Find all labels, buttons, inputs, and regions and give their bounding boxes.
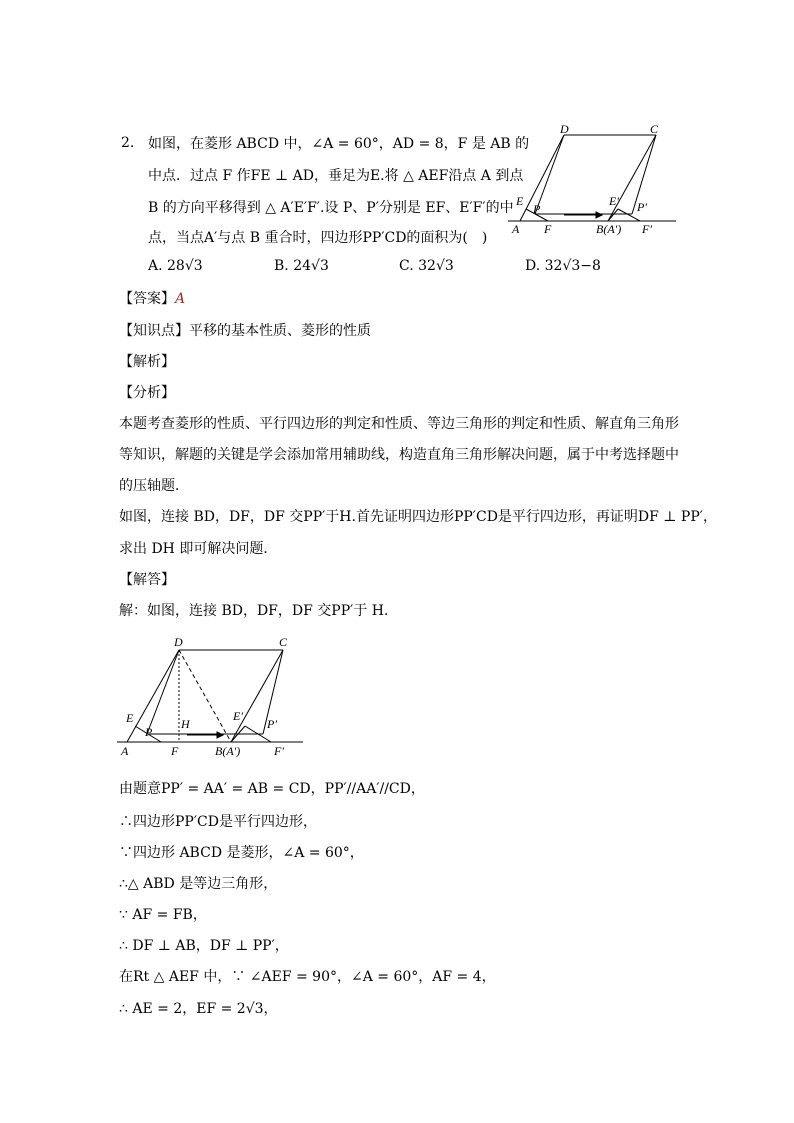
figure-solution-diagram (117, 632, 307, 760)
question-line-3: B 的方向平移得到 △ A′E′F′.设 P、P′分别是 EF、E′F′的中 (148, 200, 514, 216)
label-b: B(A′) (596, 222, 622, 236)
sol-label-p: P (145, 725, 153, 739)
solution-line-5: ∵ AF = FB， (119, 907, 207, 923)
sol-arrow-head (217, 732, 223, 738)
option-b-label: B. (274, 258, 289, 274)
arrow-head (596, 212, 602, 218)
sol-label-c: C (279, 635, 288, 649)
figure-question-diagram (508, 125, 678, 237)
knowledge-row (119, 320, 371, 342)
fenxi-tag: 【分析】 (119, 385, 175, 401)
sol-label-a: A (121, 744, 129, 758)
option-b (274, 258, 329, 274)
solution-line-6: ∴ DF ⊥ AB，DF ⊥ PP′， (119, 938, 289, 954)
label-d: D (560, 125, 569, 136)
fenxi-line-4: 如图，连接 BD，DF，DF 交PP′于H.首先证明四边形PP′CD是平行四边形，再证明DF ⊥ PP′， (119, 509, 717, 525)
sol-label-f2: F′ (274, 744, 284, 758)
option-b-value: 24√3 (293, 258, 329, 274)
option-a-value: 28√3 (167, 258, 203, 274)
question-line-4: 点，当点A′与点 B 重合时，四边形PP′CD的面积为( ) (148, 230, 488, 246)
option-a-label: A. (148, 258, 163, 274)
option-c (399, 258, 454, 274)
label-f: F (544, 222, 552, 236)
sol-label-e: E (126, 711, 134, 725)
side-ad (520, 135, 564, 221)
solution-intro: 解：如图，连接 BD，DF，DF 交PP′于 H． (119, 603, 398, 619)
seg-be2 (608, 209, 618, 221)
sol-label-e2: E′ (233, 709, 243, 723)
solution-line-3: ∵四边形 ABCD 是菱形，∠A = 60°， (119, 845, 364, 861)
solution-line-4: ∴△ ABD 是等边三角形， (119, 876, 278, 892)
sol-label-p2: P′ (267, 717, 277, 731)
label-p: P (533, 202, 541, 216)
fenxi-line-2: 等知识，解题的关键是学会添加常用辅助线，构造直角三角形解决问题，属于中考选择题中 (119, 447, 679, 463)
sol-label-b: B(A′) (215, 744, 241, 758)
label-p2: P′ (637, 200, 647, 214)
option-d-label: D. (525, 258, 541, 274)
label-f2: F′ (642, 222, 652, 236)
sol-label-d: D (174, 635, 183, 649)
option-d (525, 258, 601, 274)
fenxi-line-1: 本题考查菱形的性质、平行四边形的判定和性质、等边三角形的判定和性质、解直角三角形 (119, 416, 679, 432)
label-c: C (650, 125, 659, 136)
question-number: 2. (121, 135, 135, 151)
solution-line-7: 在Rt △ AEF 中，∵ ∠AEF = 90°，∠A = 60°，AF = 4， (119, 969, 496, 985)
option-d-value: 32√3−8 (544, 258, 601, 274)
solution-line-1: 由题意PP′ = AA′ = AB = CD，PP′//AA′//CD， (119, 781, 425, 797)
option-a (148, 258, 203, 274)
knowledge-tag: 【知识点】 (119, 323, 189, 339)
fenxi-line-3: 的压轴题． (119, 478, 189, 494)
question-line-2: 中点．过点 F 作FE ⊥ AD，垂足为E.将 △ AEF沿点 A 到点 (148, 168, 524, 184)
solution-line-8: ∴ AE = 2，EF = 2√3， (119, 1001, 278, 1017)
label-a: A (512, 222, 520, 236)
solution-tag: 【解答】 (119, 572, 175, 588)
analysis-tag: 【解析】 (119, 354, 175, 370)
sol-side-ad (127, 650, 179, 742)
sol-label-h: H (181, 717, 190, 731)
answer-tag: 【答案】 (119, 291, 175, 307)
sol-label-f: F (171, 744, 179, 758)
label-e: E (516, 194, 524, 208)
side-cb (608, 135, 656, 221)
answer-value: A (175, 291, 186, 307)
answer-row (119, 288, 185, 310)
option-c-label: C. (399, 258, 414, 274)
fenxi-line-5: 求出 DH 即可解决问题． (119, 541, 278, 557)
option-c-value: 32√3 (418, 258, 454, 274)
solution-line-2: ∴四边形PP′CD是平行四边形， (119, 814, 317, 830)
knowledge-value: 平移的基本性质、菱形的性质 (189, 323, 371, 339)
question-line-1: 如图，在菱形 ABCD 中，∠A = 60°，AD = 8，F 是 AB 的 (148, 136, 530, 152)
sol-seg-pd (147, 650, 179, 734)
label-e2: E′ (609, 194, 619, 208)
